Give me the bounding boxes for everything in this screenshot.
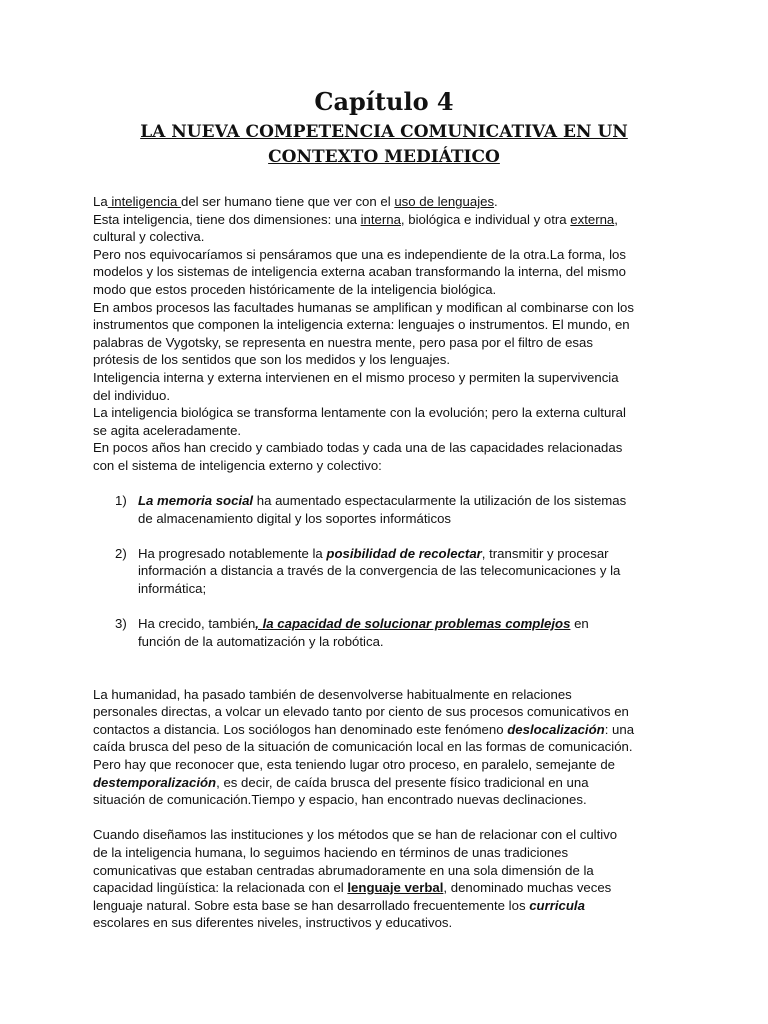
document-body [93, 193, 693, 932]
text-line: del individuo. [93, 387, 170, 403]
text-line: La humanidad, ha pasado también de desenvolverse habitualmente en relaciones [93, 686, 572, 702]
text-line: comunicativas que estaban centradas abrumadoramente en una sola dimensión de la [93, 862, 594, 878]
underlined-term: uso de lenguajes [394, 194, 495, 209]
text-line: de la inteligencia humana, lo seguimos haciendo en términos de unas tradiciones [93, 844, 569, 860]
chapter-subtitle [0, 120, 768, 170]
text-line: de almacenamiento digital y los soportes informáticos [138, 510, 451, 526]
emphasized-term: La memoria social [138, 493, 257, 509]
text-line: situación de comunicación.Tiempo y espacio, han encontrado nuevas declinaciones. [93, 792, 587, 808]
emphasized-term: lenguaje verbal [347, 880, 444, 896]
text-line: Pero nos equivocaríamos si pensáramos que una es independiente de la otra.La forma, los [93, 246, 626, 262]
list-number: 3) [115, 616, 127, 632]
capabilities-list [93, 492, 693, 650]
text-line: caída brusca del peso de la situación de comunicación local en las formas de comunicación. [93, 739, 633, 755]
paragraph-humanidad [93, 686, 693, 809]
text-line: con el sistema de inteligencia externo y colectivo: [93, 457, 382, 473]
paragraph-instituciones [93, 826, 693, 932]
text-line: Esta inteligencia, tiene dos dimensiones: una interna, biológica e individual y otra externa, [93, 211, 618, 227]
list-item [93, 545, 693, 598]
spacer [93, 809, 693, 827]
text-line: modo que estos proceden históricamente de la inteligencia biológica. [93, 281, 497, 297]
text-line: Ha progresado notablemente la posibilidad de recolectar, transmitir y procesar [138, 545, 609, 561]
emphasized-term: posibilidad de recolectar [326, 545, 482, 561]
list-item [93, 492, 693, 527]
text-line: escolares en sus diferentes niveles, instructivos y educativos. [93, 915, 453, 931]
list-number: 1) [115, 493, 127, 509]
text-line: Cuando diseñamos las instituciones y los métodos que se han de relacionar con el cultivo [93, 827, 618, 843]
list-number: 2) [115, 545, 127, 561]
emphasized-term: curricula [529, 897, 585, 913]
text-line: cultural y colectiva. [93, 229, 205, 245]
text-line: instrumentos que componen la inteligencia externa: lenguajes o instrumentos. El mundo, en [93, 317, 630, 333]
text-line: lenguaje natural. Sobre esta base se han desarrollado frecuentemente los curricula [93, 897, 585, 913]
text-line: Inteligencia interna y externa intervienen en el mismo proceso y permiten la supervivencia [93, 369, 619, 385]
text-line: capacidad lingüística: la relacionada con el lenguaje verbal, denominado muchas veces [93, 880, 612, 896]
text-line: La inteligencia biológica se transforma lentamente con la evolución; pero la externa cultural [93, 405, 626, 421]
text-line: función de la automatización y la robótica. [138, 633, 384, 649]
text-line: información a distancia a través de la convergencia de las telecomunicaciones y la [138, 563, 621, 579]
text-line: En ambos procesos las facultades humanas se amplifican y modifican al combinarse con los [93, 299, 634, 315]
underlined-term: interna [360, 211, 401, 227]
text-line: destemporalización, es decir, de caída brusca del presente físico tradicional en una [93, 774, 589, 790]
underlined-term: inteligencia [107, 194, 181, 209]
chapter-title: Capítulo 4 [314, 87, 454, 116]
intro-paragraph [93, 193, 693, 475]
emphasized-term: deslocalización [507, 721, 605, 737]
text-line: modelos y los sistemas de inteligencia externa acaban transformando la interna, del mismo [93, 264, 626, 280]
text-line: La inteligencia del ser humano tiene que ver con el uso de lenguajes. [93, 194, 498, 209]
spacer [93, 650, 693, 685]
underlined-term: externa [570, 211, 615, 227]
emphasized-term: destemporalización [93, 774, 217, 790]
list-item [93, 615, 693, 650]
text-line: contactos a distancia. Los sociólogos han denominado este fenómeno deslocalización: una [93, 721, 635, 737]
text-line: informática; [138, 581, 207, 597]
emphasized-term: , la capacidad de solucionar problemas complejos [255, 616, 571, 632]
text-line: personales directas, a volcar un elevado tanto por ciento de sus procesos comunicativos en [93, 704, 629, 720]
text-line: palabras de Vygotsky, se representa en nuestra mente, pero pasa por el filtro de esas [93, 334, 593, 350]
text-line: La memoria social ha aumentado espectacularmente la utilización de los sistemas [138, 493, 627, 509]
text-line: se agita aceleradamente. [93, 422, 242, 438]
subtitle-line-1: LA NUEVA COMPETENCIA COMUNICATIVA EN UN [140, 122, 628, 142]
subtitle-line-2: CONTEXTO MEDIÁTICO [268, 147, 500, 167]
text-line: Ha crecido, también, la capacidad de solucionar problemas complejos en [138, 616, 589, 632]
text-line: prótesis de los sentidos que son los medidos y los lenguajes. [93, 352, 451, 368]
text-line: Pero hay que reconocer que, esta teniendo lugar otro proceso, en paralelo, semejante de [93, 757, 615, 772]
text-line: En pocos años han crecido y cambiado todas y cada una de las capacidades relacionadas [93, 440, 623, 456]
